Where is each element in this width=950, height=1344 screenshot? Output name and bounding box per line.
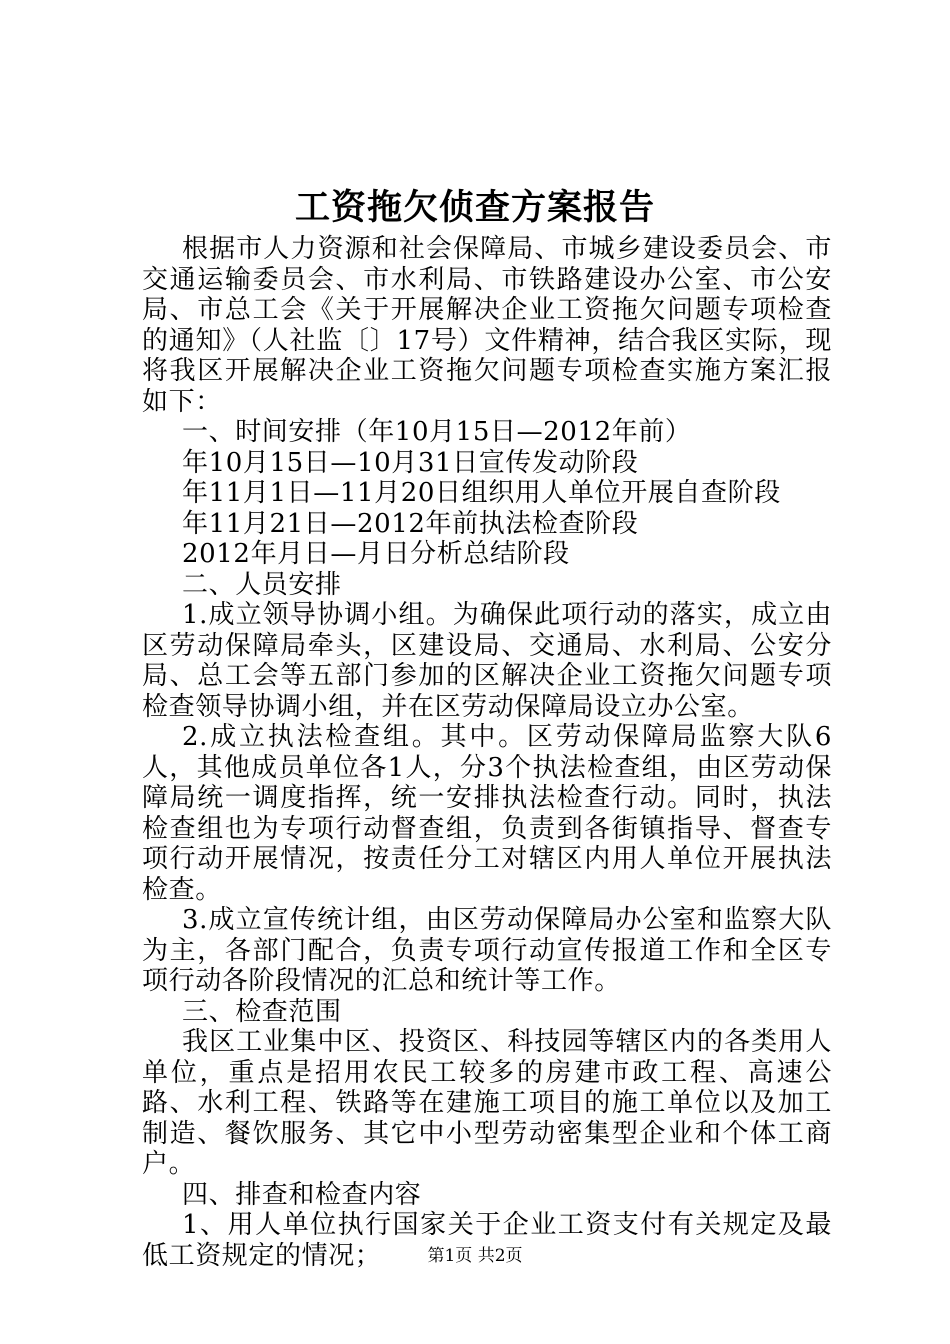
intro-paragraph: 根据市人力资源和社会保障局、市城乡建设委员会、市交通运输委员会、市水利局、市铁路建设办公室、市公安局、市总工会《关于开展解决企业工资拖欠问题专项检查的通知》（人社监〔〕17号）文件精神，结合我区实际，现将我区开展解决企业工资拖欠问题专项检查实施方案汇报如下： — [142, 234, 832, 417]
section-heading-content: 四、排查和检查内容 — [182, 1179, 422, 1210]
personnel-item-2: 2.成立执法检查组。其中。区劳动保障局监察大队6人，其他成员单位各1人，分3个执法检查组，由区劳动保障局统一调度指挥，统一安排执法检查行动。同时，执法检查组也为专项行动督查组，负责到各街镇指导、督查专项行动开展情况，按责任分工对辖区内用人单位开展执法检查。 — [142, 722, 832, 905]
scope-paragraph: 我区工业集中区、投资区、科技园等辖区内的各类用人单位，重点是招用农民工较多的房建市政工程、高速公路、水利工程、铁路等在建施工项目的施工单位以及加工制造、餐饮服务、其它中小型劳动密集型企业和个体工商户。 — [142, 1027, 832, 1179]
schedule-item-4: 2012年月日—月日分析总结阶段 — [182, 539, 570, 569]
section-heading-scope: 三、检查范围 — [182, 996, 342, 1027]
schedule-item-3: 年11月21日—2012年前执法检查阶段 — [182, 508, 639, 539]
section-heading-personnel: 二、人员安排 — [182, 569, 342, 600]
content-item-1: 1、用人单位执行国家关于企业工资支付有关规定及最低工资规定的情况； — [142, 1210, 832, 1271]
section-heading-schedule: 一、时间安排（年10月15日—2012年前） — [182, 417, 692, 447]
schedule-item-2: 年11月1日—11月20日组织用人单位开展自查阶段 — [182, 478, 781, 508]
personnel-item-1: 1.成立领导协调小组。为确保此项行动的落实，成立由区劳动保障局牵头，区建设局、交通局、水利局、公安分局、总工会等五部门参加的区解决企业工资拖欠问题专项检查领导协调小组，并在区劳动保障局设立办公室。 — [142, 600, 832, 722]
document-body — [142, 234, 832, 1271]
schedule-item-1: 年10月15日—10月31日宣传发动阶段 — [182, 447, 639, 478]
personnel-item-3: 3.成立宣传统计组，由区劳动保障局办公室和监察大队为主，各部门配合，负责专项行动宣传报道工作和全区专项行动各阶段情况的汇总和统计等工作。 — [142, 905, 832, 996]
document-title: 工资拖欠侦查方案报告 — [294, 187, 655, 228]
page-number-footer: 第1页 共2页 — [427, 1246, 523, 1266]
